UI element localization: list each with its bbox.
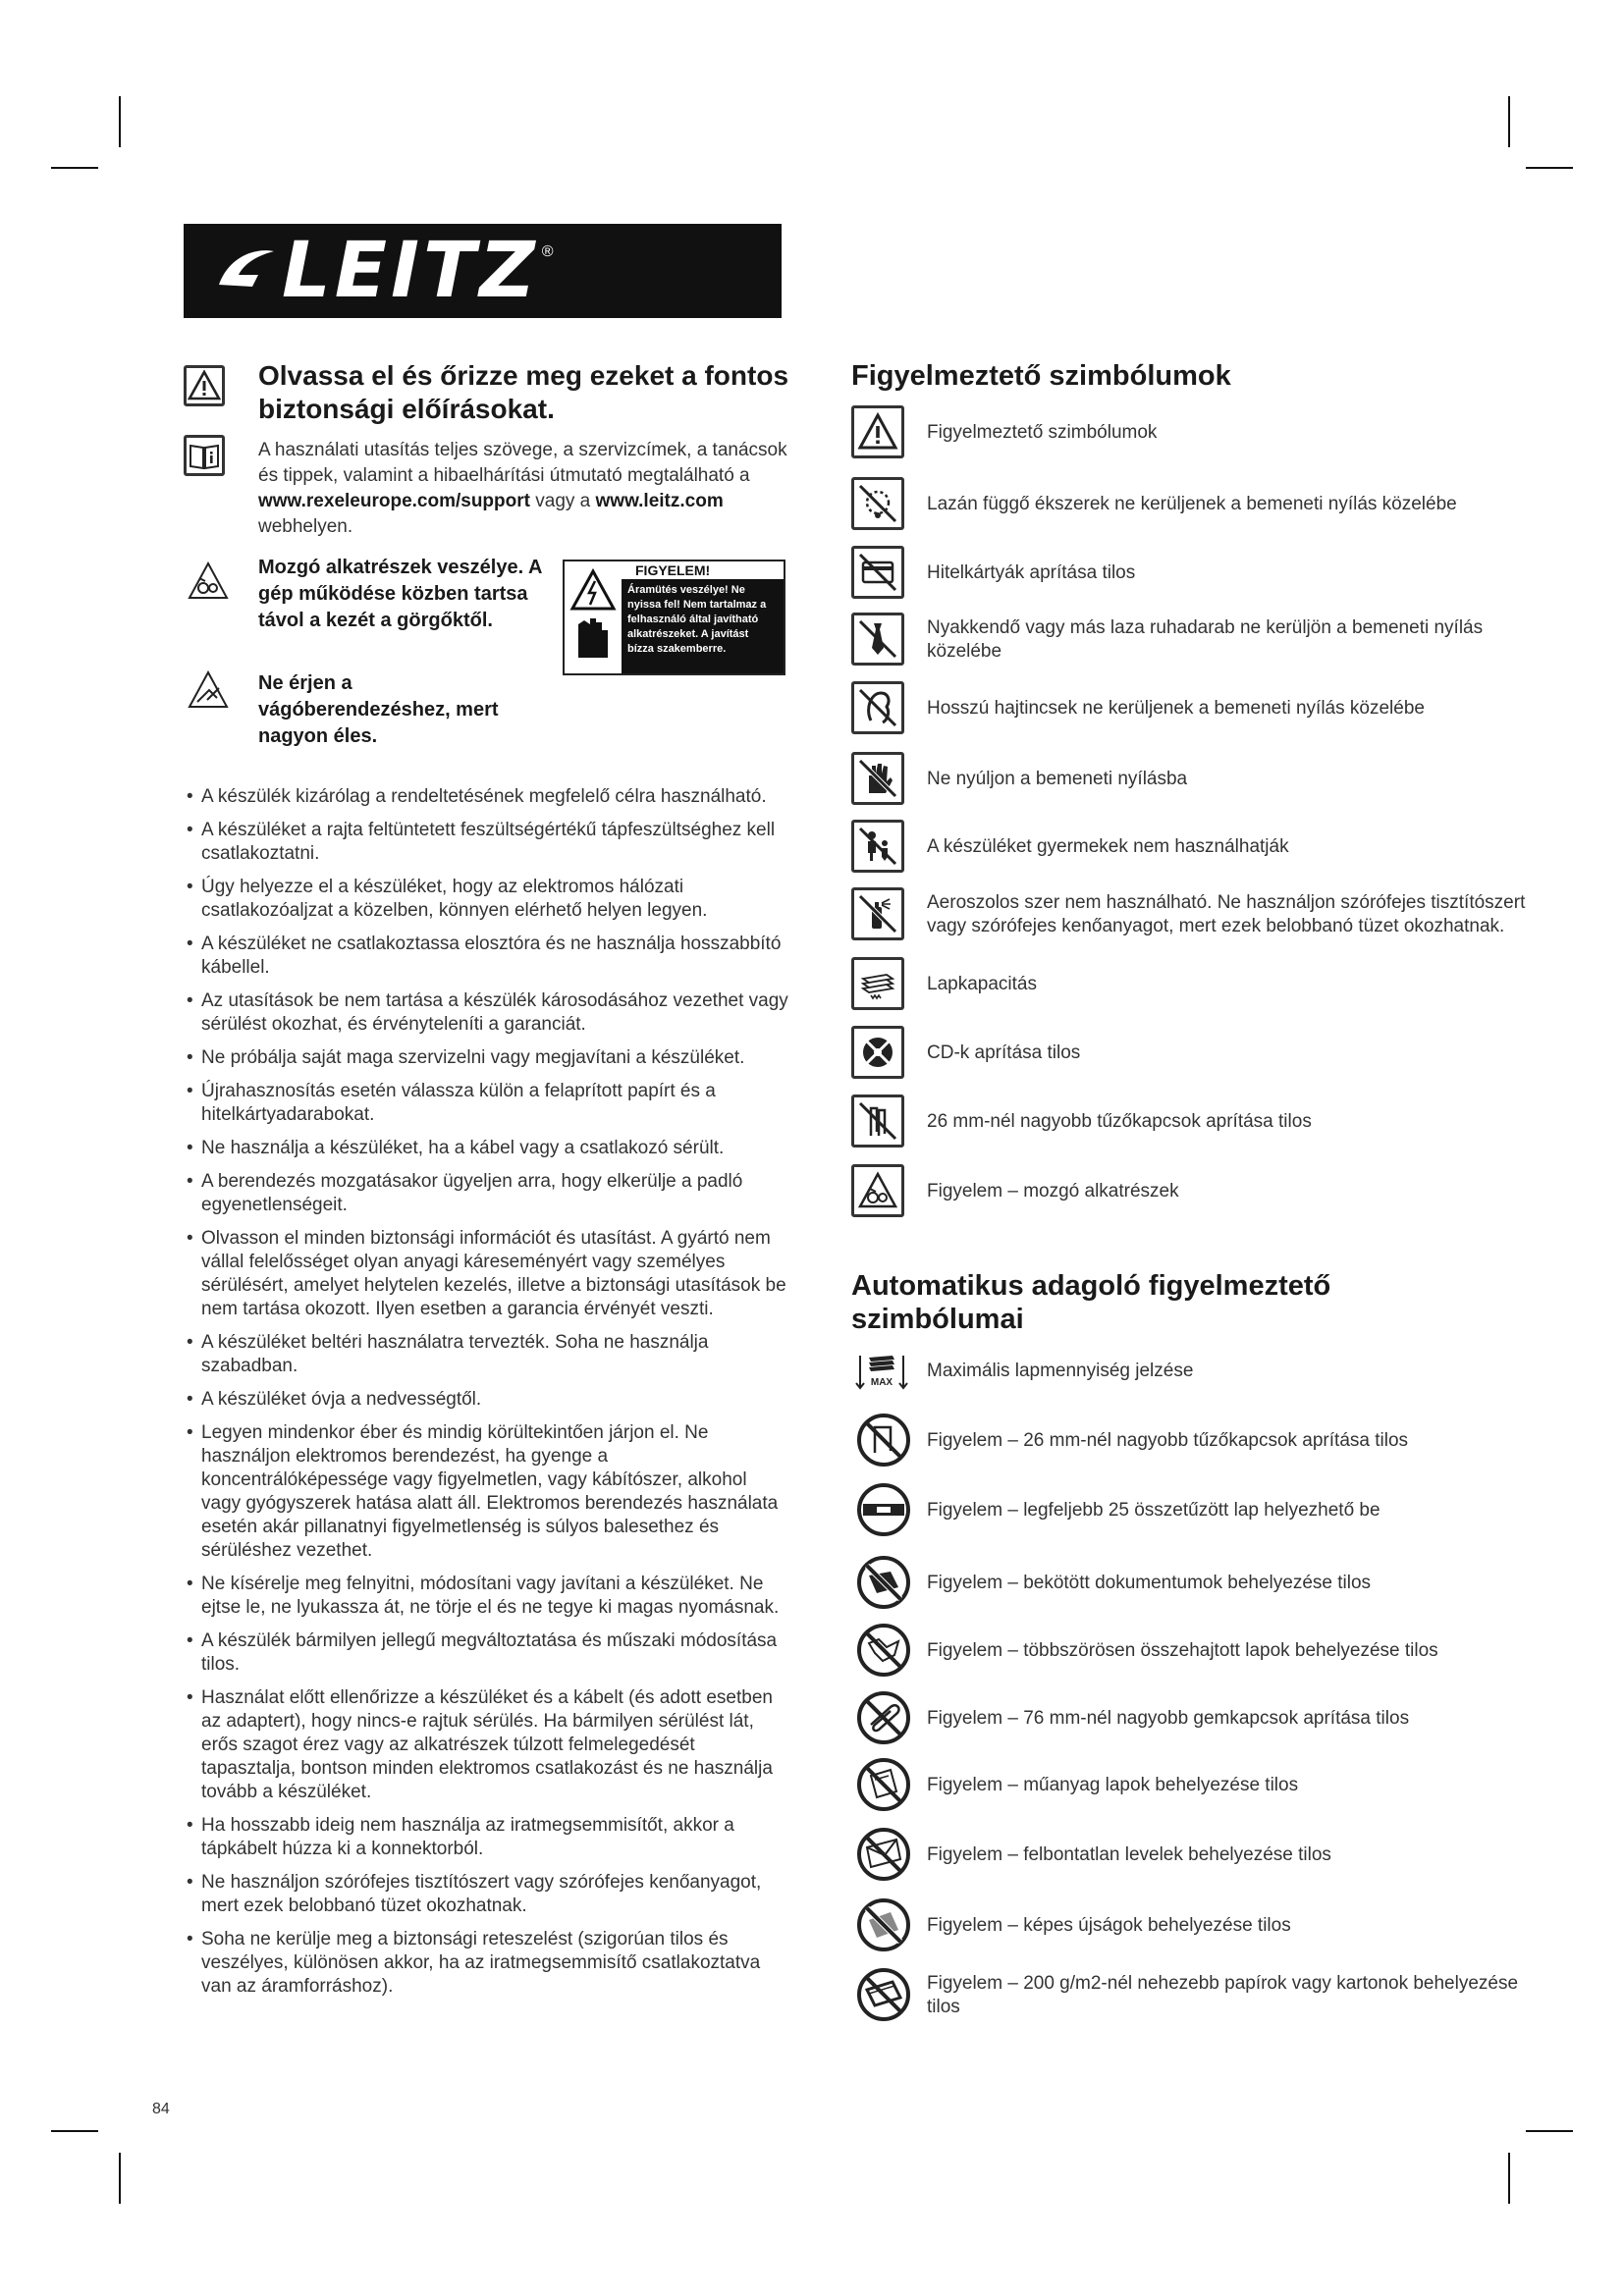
crop-mark bbox=[51, 2130, 98, 2132]
symbol-text: CD-k aprítása tilos bbox=[927, 1042, 1081, 1063]
symbol-text: Hosszú hajtincsek ne kerüljenek a bemeneti nyílás közelébe bbox=[927, 698, 1425, 719]
symbol-row bbox=[851, 887, 1529, 942]
no-magazine-icon bbox=[855, 1896, 912, 1953]
no-long-hair-icon bbox=[851, 681, 904, 734]
symbol-text: Hitelkártyák aprítása tilos bbox=[927, 562, 1136, 583]
shock-hand-icon bbox=[568, 565, 618, 669]
list-item: • Ne használjon szórófejes tisztítószert vagy szórófejes kenőanyagot, mert ezek belobbanó tüzet okozhatnak. bbox=[187, 1871, 790, 1918]
symbol-row bbox=[851, 546, 1529, 601]
brand-name: LEITZ bbox=[282, 227, 539, 315]
no-folded-icon bbox=[855, 1622, 912, 1679]
list-item: • A készüléket beltéri használatra tervezték. Soha ne használja szabadban. bbox=[187, 1331, 790, 1378]
list-item: • A készüléket a rajta feltüntetett feszültségértékű tápfeszültséghez kell csatlakoztatni. bbox=[187, 819, 790, 866]
list-item: • Ne kísérelje meg felnyitni, módosítani vagy javítani a készüléket. Ne ejtse le, ne lyukassza át, ne törje el és ne tegye ki magas nyomásnak. bbox=[187, 1573, 790, 1620]
no-jewellery-icon bbox=[851, 477, 904, 530]
list-item: • A készüléket ne csatlakoztassa elosztóra és ne használja hosszabbító kábellel. bbox=[187, 933, 790, 980]
symbol-text: Figyelem – mozgó alkatrészek bbox=[927, 1181, 1179, 1201]
crop-mark bbox=[119, 2153, 121, 2204]
warning-triangle-icon bbox=[851, 405, 904, 458]
no-staples-circle-icon bbox=[855, 1412, 912, 1468]
no-hand-icon bbox=[851, 752, 904, 805]
list-item: • Újrahasznosítás esetén válassza külön a felaprított papírt és a hitelkártyadarabokat. bbox=[187, 1080, 790, 1127]
symbol-row bbox=[851, 1622, 1558, 1681]
crop-mark bbox=[1508, 96, 1510, 147]
symbol-text: Figyelem – legfeljebb 25 összetűzött lap helyezhető be bbox=[927, 1500, 1380, 1521]
symbol-row bbox=[851, 1412, 1558, 1470]
max-stapled-icon bbox=[855, 1481, 912, 1538]
sheet-capacity-icon bbox=[851, 957, 904, 1010]
no-cardboard-icon bbox=[855, 1966, 912, 2023]
crop-mark bbox=[119, 96, 121, 147]
list-item: • A készülék kizárólag a rendeltetésének megfelelő célra használható. bbox=[187, 785, 790, 809]
list-item: • Soha ne kerülje meg a biztonsági reteszelést (szigorúan tilos és veszélyes, különösen akkor, ha az iratmegsemmisítő csatlakoztatva van az áramforráshoz). bbox=[187, 1928, 790, 1999]
moving-parts-icon bbox=[851, 1164, 904, 1217]
list-item: • Használat előtt ellenőrizze a készüléket és a kábelt (és adott esetben az adaptert), hogy nincs-e rajtuk sérülés. Ha bármilyen sérülést lát, erős szagot érez vagy az alkatrészek túlzott felmelegedését tapasztalja, bontson minden elektromos csatlakozást és ne használja tovább a készüléket. bbox=[187, 1686, 790, 1804]
symbol-row bbox=[851, 820, 1529, 875]
symbol-row bbox=[851, 477, 1529, 532]
list-item: • Ha hosszabb ideig nem használja az iratmegsemmisítőt, akkor a tápkábelt húzza ki a konnektorból. bbox=[187, 1814, 790, 1861]
crop-mark bbox=[51, 167, 98, 169]
no-aerosol-icon bbox=[851, 887, 904, 940]
symbol-text: Figyelem – 76 mm-nél nagyobb gemkapcsok aprítása tilos bbox=[927, 1708, 1410, 1729]
figyelem-body: Áramütés veszélye! Ne nyissa fel! Nem tartalmaz a felhasználó által javítható alkatrészeket. A javítást bízza szakemberre. bbox=[627, 584, 767, 655]
list-item: • Legyen mindenkor éber és mindig körültekintően járjon el. Ne használjon elektromos berendezést, ha gyenge a koncentrálóképessége vagy figyelmetlen, vagy kábítószer, alkohol vagy gyógyszerek hatása alatt áll. Elektromos berendezés használata esetén akár pillanatnyi figyelmetlenség is súlyos balesethez és sérüléshez vezethet. bbox=[187, 1421, 790, 1563]
symbol-row bbox=[851, 1554, 1558, 1613]
intro-mid: vagy a bbox=[529, 491, 596, 511]
symbols-title: Figyelmeztető szimbólumok bbox=[851, 360, 1231, 392]
list-item: • Ne próbálja saját maga szervizelni vagy megjavítani a készüléket. bbox=[187, 1046, 790, 1070]
no-plastic-icon bbox=[855, 1756, 912, 1813]
symbol-row bbox=[851, 1896, 1558, 1955]
page-number: 84 bbox=[152, 2101, 170, 2117]
symbol-row bbox=[851, 1966, 1558, 2025]
symbol-row bbox=[851, 1095, 1529, 1149]
crop-mark bbox=[1526, 2130, 1573, 2132]
symbol-text: Aeroszolos szer nem használható. Ne használjon szórófejes tisztítószert vagy szórófejes kenőanyagot, mert ezek belobbanó tüzet okozhatnak. bbox=[927, 892, 1526, 936]
no-credit-card-icon bbox=[851, 546, 904, 599]
leitz-swoosh-icon bbox=[211, 241, 280, 300]
list-item: • Olvasson el minden biztonsági információt és utasítást. A gyártó nem vállal felelősséget olyan anyagi káreseményért vagy személyes sérülésért, amelyet helytelen kezelés, illetve a biztonsági utasítások be nem tartása okozott. Ilyen esetben a garancia érvényét veszti. bbox=[187, 1227, 790, 1321]
symbol-row bbox=[851, 1026, 1529, 1081]
symbol-row bbox=[851, 1164, 1529, 1219]
electric-shock-warning-box bbox=[563, 560, 785, 675]
list-item: • A készüléket óvja a nedvességtől. bbox=[187, 1388, 790, 1412]
list-item: • A berendezés mozgatásakor ügyeljen arra, hogy elkerülje a padló egyenetlenségeit. bbox=[187, 1170, 790, 1217]
crop-mark bbox=[1508, 2153, 1510, 2204]
manual-info-icon bbox=[184, 435, 225, 476]
no-cd-icon bbox=[851, 1026, 904, 1079]
symbol-row bbox=[851, 752, 1529, 807]
symbol-text: Figyelem – többszörösen összehajtott lapok behelyezése tilos bbox=[927, 1640, 1438, 1661]
registered-mark: ® bbox=[541, 243, 554, 260]
safety-heading: Olvassa el és őrizze meg ezeket a fontos biztonsági előírásokat. bbox=[258, 360, 789, 424]
moving-parts-warning: Mozgó alkatrészek veszélye. A gép működése közben tartsa távol a kezét a görgőktől. bbox=[258, 557, 542, 631]
intro-pre: A használati utasítás teljes szövege, a szervizcímek, a tanácsok és tippek, valamint a hibaelhárítási útmutató megtalálható a bbox=[258, 440, 787, 486]
symbol-text: Figyelem – műanyag lapok behelyezése tilos bbox=[927, 1775, 1299, 1795]
symbol-text: Nyakkendő vagy más laza ruhadarab ne kerüljön a bemeneti nyílás közelébe bbox=[927, 617, 1484, 662]
symbol-text: 26 mm-nél nagyobb tűzőkapcsok aprítása tilos bbox=[927, 1111, 1312, 1132]
symbol-row bbox=[851, 681, 1529, 736]
symbol-row bbox=[851, 1481, 1558, 1540]
leitz-logo bbox=[184, 224, 782, 318]
list-item: • A készülék bármilyen jellegű megváltoztatása és műszaki módosítása tilos. bbox=[187, 1629, 790, 1677]
no-envelope-icon bbox=[855, 1826, 912, 1883]
sharp-blade-warning-icon bbox=[188, 670, 229, 710]
symbol-text: Figyelmeztető szimbólumok bbox=[927, 422, 1158, 443]
no-tie-icon bbox=[851, 613, 904, 666]
leitz-link[interactable]: www.leitz.com bbox=[595, 491, 724, 511]
intro-post: webhelyen. bbox=[258, 516, 353, 537]
warning-triangle-icon bbox=[184, 365, 225, 406]
auto-feed-title: Automatikus adagoló figyelmeztető szimbólumai bbox=[851, 1270, 1331, 1335]
max-label: MAX bbox=[870, 1377, 893, 1388]
symbol-text: Figyelem – felbontatlan levelek behelyezése tilos bbox=[927, 1844, 1331, 1865]
no-bound-docs-icon bbox=[855, 1554, 912, 1611]
no-staples-icon bbox=[851, 1095, 904, 1148]
symbol-row bbox=[851, 1756, 1558, 1815]
figyelem-title: FIGYELEM! bbox=[622, 561, 784, 581]
symbol-text: Ne nyúljon a bemeneti nyílásba bbox=[927, 769, 1188, 789]
no-children-icon bbox=[851, 820, 904, 873]
symbol-text: Lapkapacitás bbox=[927, 974, 1037, 994]
blade-warning: Ne érjen a vágóberendezéshez, mert nagyon éles. bbox=[258, 672, 499, 747]
symbol-text: A készüléket gyermekek nem használhatják bbox=[927, 836, 1289, 857]
support-link[interactable]: www.rexeleurope.com/support bbox=[258, 491, 530, 511]
symbol-text: Figyelem – képes újságok behelyezése tilos bbox=[927, 1915, 1291, 1936]
symbol-text: Lazán függő ékszerek ne kerüljenek a bemeneti nyílás közelébe bbox=[927, 494, 1457, 514]
crop-mark bbox=[1526, 167, 1573, 169]
max-sheets-icon bbox=[855, 1352, 908, 1391]
symbol-text: Figyelem – bekötött dokumentumok behelyezése tilos bbox=[927, 1573, 1372, 1593]
list-item: • Úgy helyezze el a készüléket, hogy az elektromos hálózati csatlakozóaljzat a közelben, könnyen elérhető helyen legyen. bbox=[187, 876, 790, 923]
no-paperclip-icon bbox=[855, 1689, 912, 1746]
symbol-text: Maximális lapmennyiség jelzése bbox=[927, 1361, 1194, 1381]
symbol-text: Figyelem – 200 g/m2-nél nehezebb papírok vagy kartonok behelyezése tilos bbox=[927, 1973, 1519, 2017]
symbol-row bbox=[851, 957, 1529, 1012]
symbol-row bbox=[851, 1350, 1558, 1393]
symbol-row bbox=[851, 1826, 1558, 1885]
intro-text bbox=[258, 438, 788, 540]
symbol-row bbox=[851, 613, 1529, 667]
safety-bullet-list bbox=[187, 785, 790, 2008]
symbol-text: Figyelem – 26 mm-nél nagyobb tűzőkapcsok aprítása tilos bbox=[927, 1430, 1409, 1451]
list-item: • Ne használja a készüléket, ha a kábel vagy a csatlakozó sérült. bbox=[187, 1137, 790, 1160]
moving-parts-warning-icon bbox=[188, 561, 229, 601]
symbol-row bbox=[851, 1689, 1558, 1748]
list-item: • Az utasítások be nem tartása a készülék károsodásához vezethet vagy sérülést okozhat, és érvényteleníti a garanciát. bbox=[187, 989, 790, 1037]
symbol-row bbox=[851, 405, 1529, 460]
